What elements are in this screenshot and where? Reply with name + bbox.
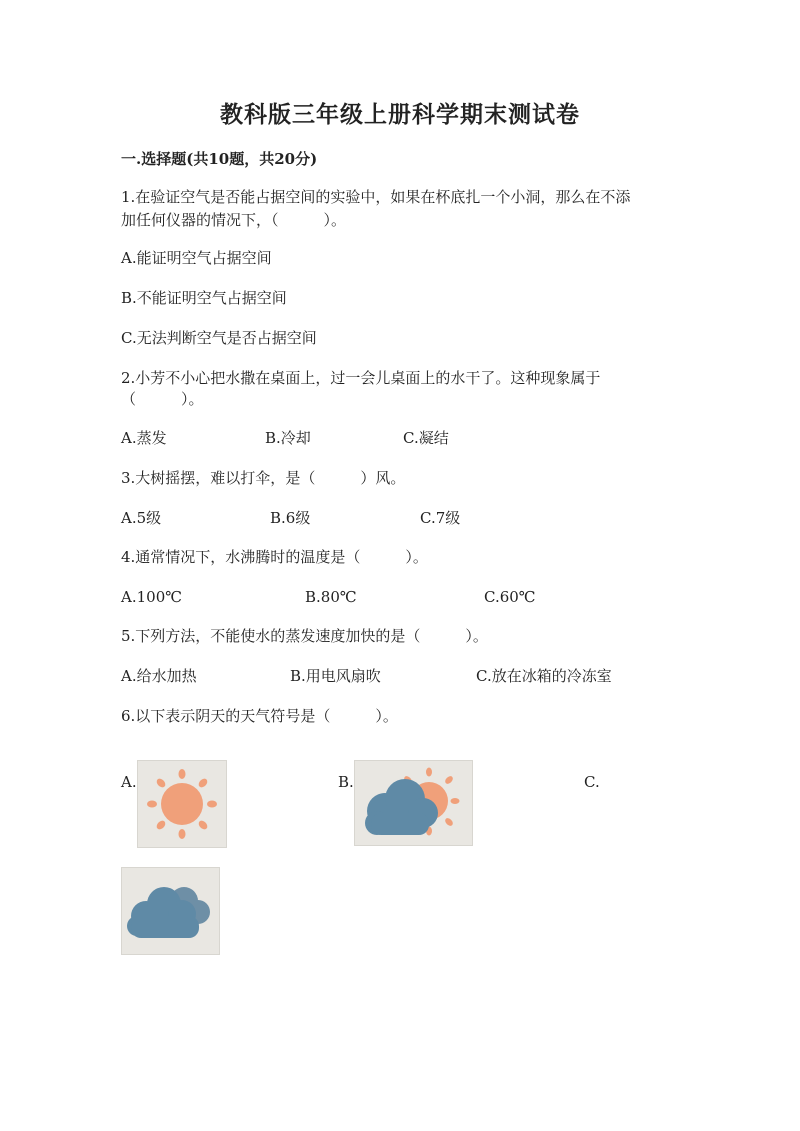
question-5-text: 5.下列方法，不能使水的蒸发速度加快的是（ ）。	[121, 627, 488, 645]
question-2-option-a: A.蒸发	[121, 429, 167, 447]
question-6-text: 6.以下表示阴天的天气符号是（ ）。	[121, 707, 398, 725]
question-3-option-b: B.6级	[270, 509, 311, 527]
question-2-option-c: C.凝结	[403, 429, 449, 447]
question-1-option-c: C.无法判断空气是否占据空间	[121, 329, 317, 347]
question-6-label-c: C.	[584, 773, 600, 791]
question-5-option-a: A.给水加热	[121, 667, 197, 685]
question-6-label-b: B.	[338, 773, 354, 791]
question-1-option-a: A.能证明空气占据空间	[121, 249, 272, 267]
question-2-text-line2: （ ）。	[121, 390, 204, 408]
question-3-text: 3.大树摇摆，难以打伞，是（ ）风。	[121, 469, 406, 487]
question-5-option-b: B.用电风扇吹	[290, 667, 381, 685]
question-2-option-b: B.冷却	[265, 429, 311, 447]
sun-behind-cloud-icon	[354, 760, 473, 846]
question-3-option-c: C.7级	[420, 509, 461, 527]
question-1-option-b: B.不能证明空气占据空间	[121, 289, 287, 307]
question-1-text-line2: 加任何仪器的情况下，（ ）。	[121, 211, 347, 229]
sun-icon	[137, 760, 227, 848]
question-5-option-c: C.放在冰箱的冷冻室	[476, 667, 612, 685]
question-2-text-line1: 2.小芳不小心把水撒在桌面上，过一会儿桌面上的水干了。这种现象属于	[121, 369, 601, 387]
question-4-text: 4.通常情况下，水沸腾时的温度是（ ）。	[121, 548, 428, 566]
question-6-label-a: A.	[121, 773, 137, 791]
question-3-option-a: A.5级	[121, 509, 162, 527]
question-4-option-c: C.60℃	[484, 588, 536, 606]
question-1-text-line1: 1.在验证空气是否能占据空间的实验中，如果在杯底扎一个小洞，那么在不添	[121, 188, 631, 206]
question-4-option-a: A.100℃	[121, 588, 183, 606]
question-4-option-b: B.80℃	[305, 588, 357, 606]
cloud-icon	[121, 867, 220, 955]
page-title: 教科版三年级上册科学期末测试卷	[220, 101, 580, 128]
section-title: 一.选择题(共10题，共20分)	[121, 150, 318, 168]
